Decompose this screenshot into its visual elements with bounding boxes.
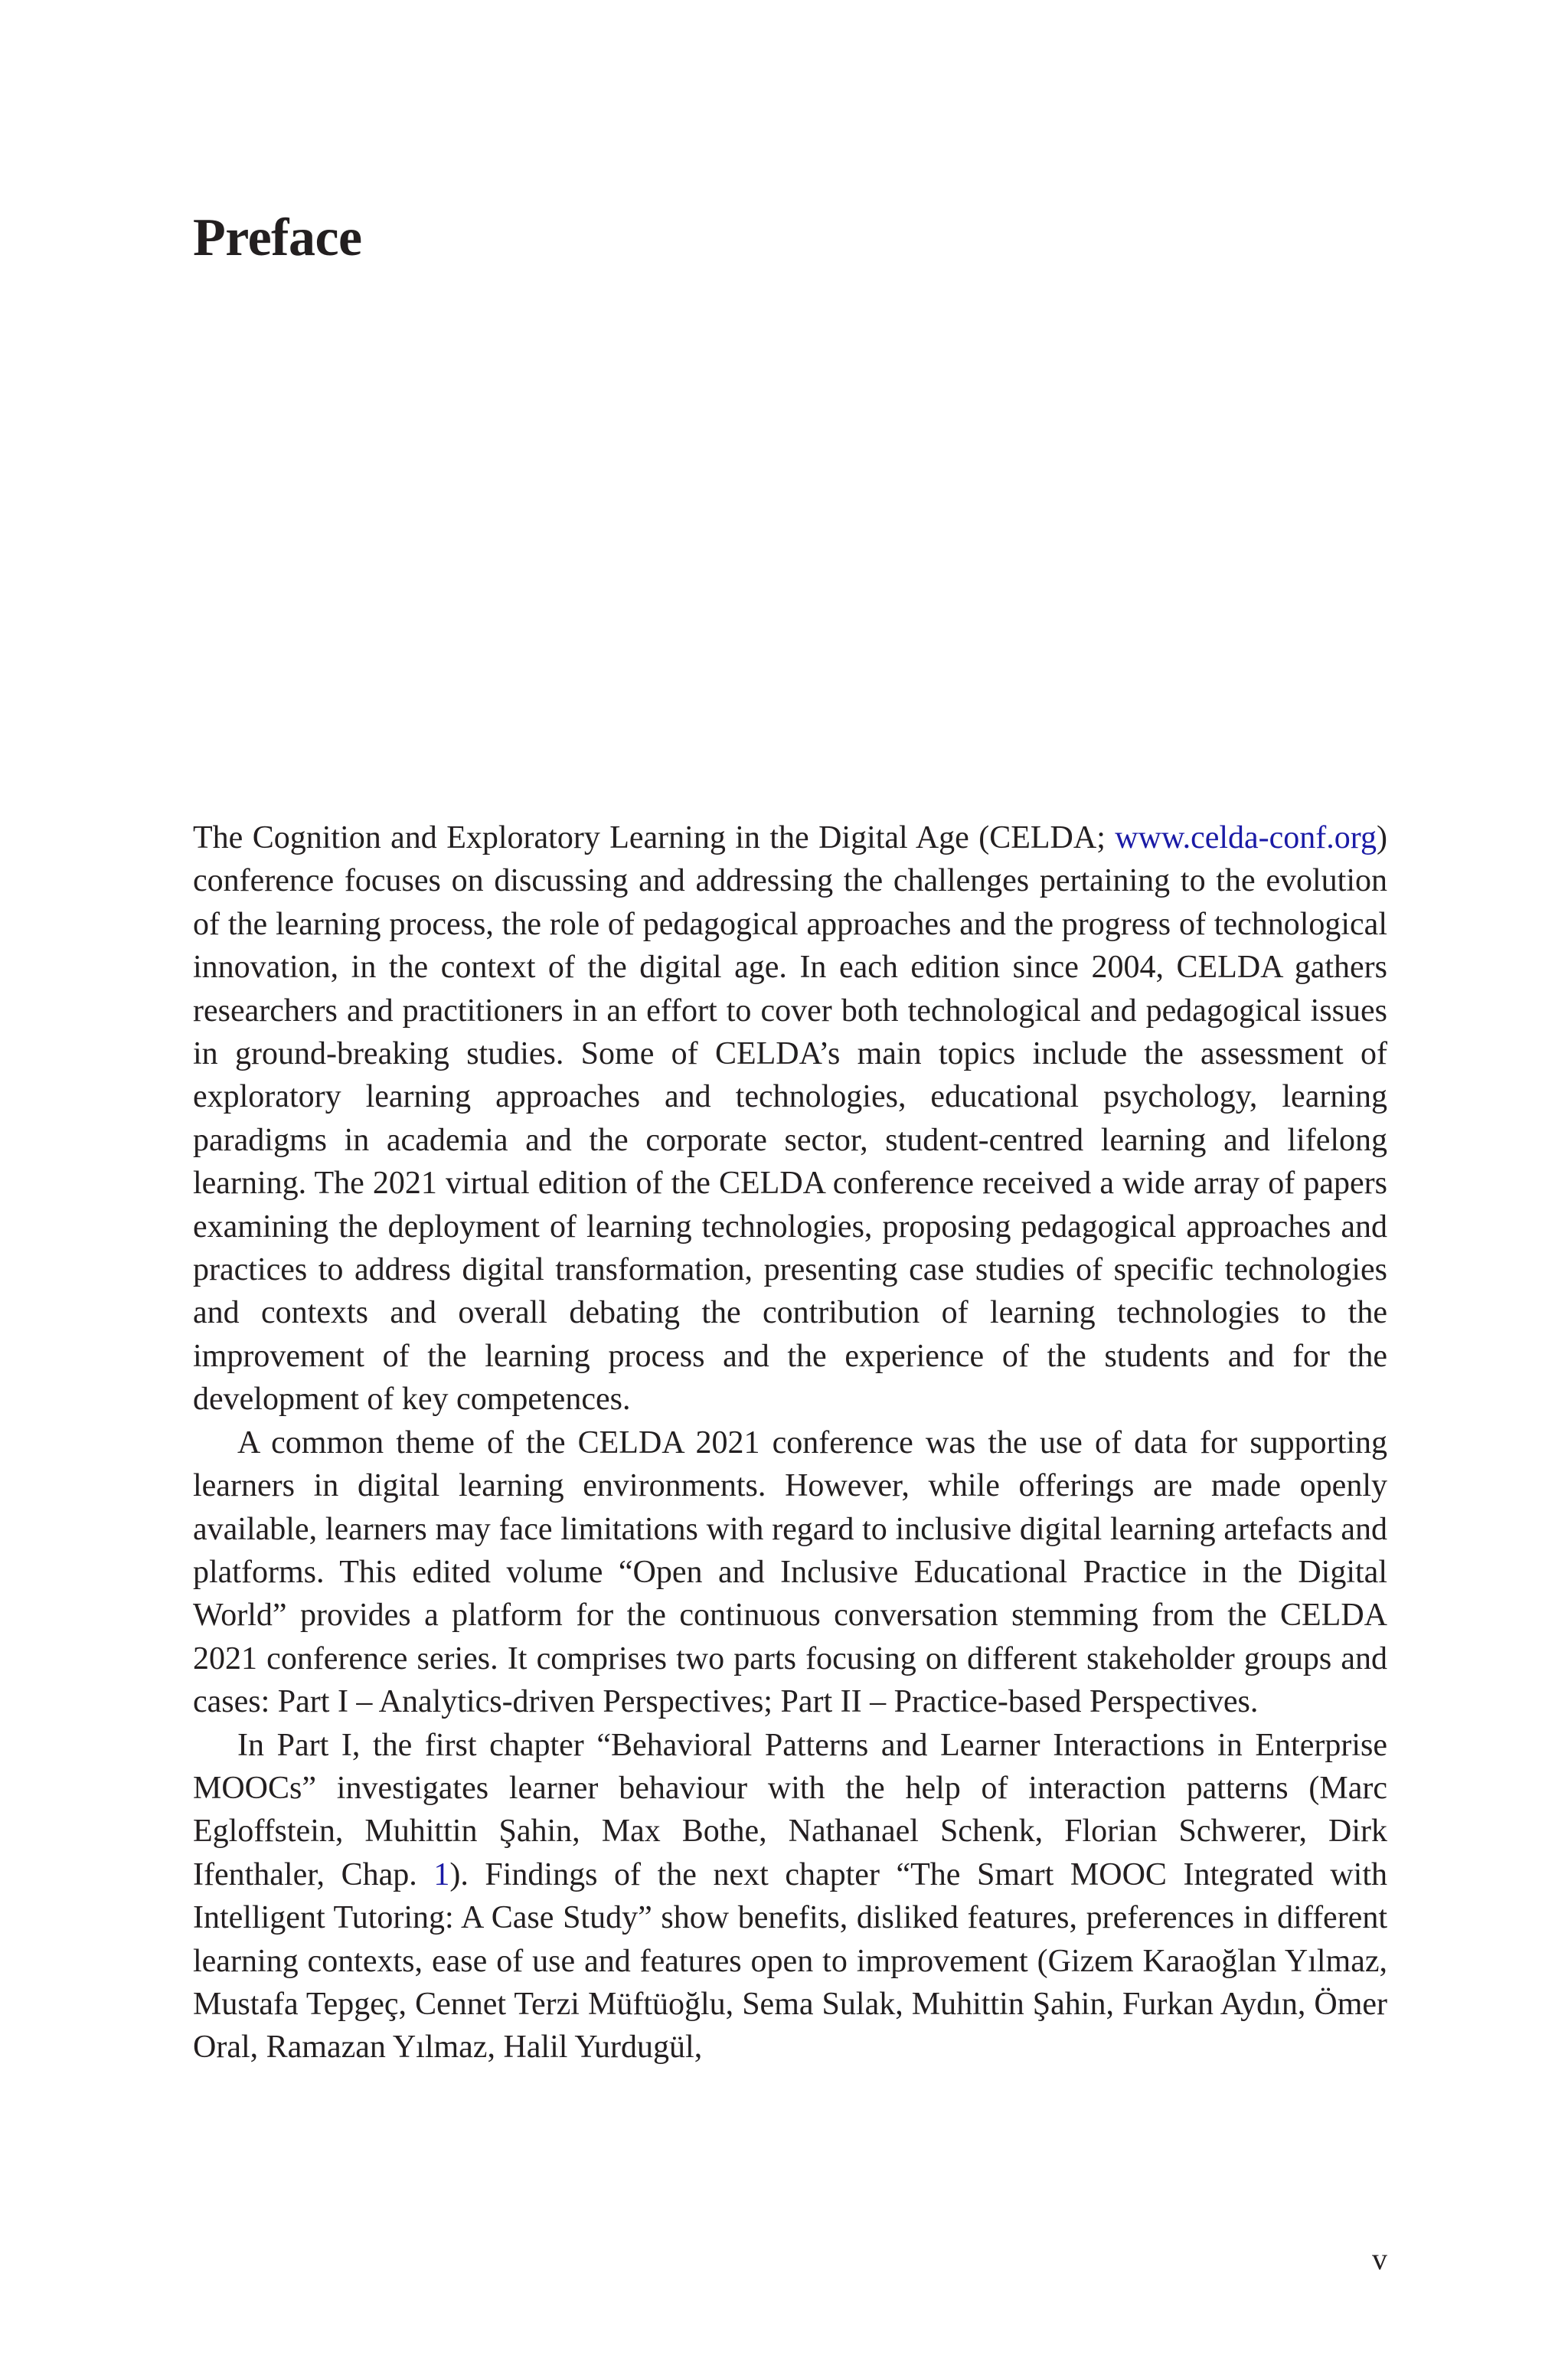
paragraph-2: A common theme of the CELDA 2021 conference was the use of data for supporting learners in digital learning environments. However, while offerings are made openly available, learners may face limitations with regard to inclusive digital learning artefacts and platforms. This edited volume “Open and Inclusive Educational Practice in the Digital World” provides a platform for the continuous conversation stemming from the CELDA 2021 conference series. It comprises two parts focusing on different stakeholder groups and cases: Part I – Analytics-driven Perspectives; Part II – Practice-based Perspectives.: [193, 1425, 1387, 1720]
chapter-1-link[interactable]: 1: [433, 1856, 450, 1892]
paragraph-3-text-start: In Part I, the first chapter “Behavioral Patterns and Learner Interactions in Enterprise MOOCs” investigates learner behaviour with the help of interaction patterns (Marc Egloffstein, Muhittin Şahin, Max Bothe, Nathanael Schenk, Florian Schwerer, Dirk Ifenthaler, Chap.: [193, 1727, 1387, 1892]
paragraph-3: [193, 1724, 1387, 2069]
page-title: Preface: [193, 208, 362, 267]
paragraph-1-text-end: ) conference focuses on discussing and addressing the challenges pertaining to the evolution of the learning process, the role of pedagogical approaches and the progress of technological innovation, in the context of the digital age. In each edition since 2004, CELDA gathers researchers and practitioners in an effort to cover both technological and pedagogical issues in ground-breaking studies. Some of CELDA’s main topics include the assessment of exploratory learning approaches and technologies, educational psychology, learning paradigms in academia and the corporate sector, student-centred learning and lifelong learning. The 2021 virtual edition of the CELDA conference received a wide array of papers examining the deployment of learning technologies, proposing pedagogical approaches and practices to address digital transformation, presenting case studies of specific technologies and contexts and overall debating the contribution of learning technologies to the improvement of the learning process and the experience of the students and for the development of key competences.: [193, 820, 1387, 1418]
body-text: [193, 816, 1387, 2069]
paragraph-3-text-end: ). Findings of the next chapter “The Smart MOOC Integrated with Intelligent Tutoring: A Case Study” show benefits, disliked features, preferences in different learning contexts, ease of use and features open to improvement (Gizem Karaoğlan Yılmaz, Mustafa Tepgeç, Cennet Terzi Müftüoğlu, Sema Sulak, Muhittin Şahin, Furkan Aydın, Ömer Oral, Ramazan Yılmaz, Halil Yurdugül,: [193, 1856, 1387, 2066]
celda-website-link[interactable]: www.celda-conf.org: [1115, 820, 1377, 855]
paragraph-1: [193, 816, 1387, 1421]
page-number: v: [1372, 2242, 1387, 2276]
paragraph-1-text-start: The Cognition and Exploratory Learning in the Digital Age (CELDA;: [193, 820, 1116, 855]
